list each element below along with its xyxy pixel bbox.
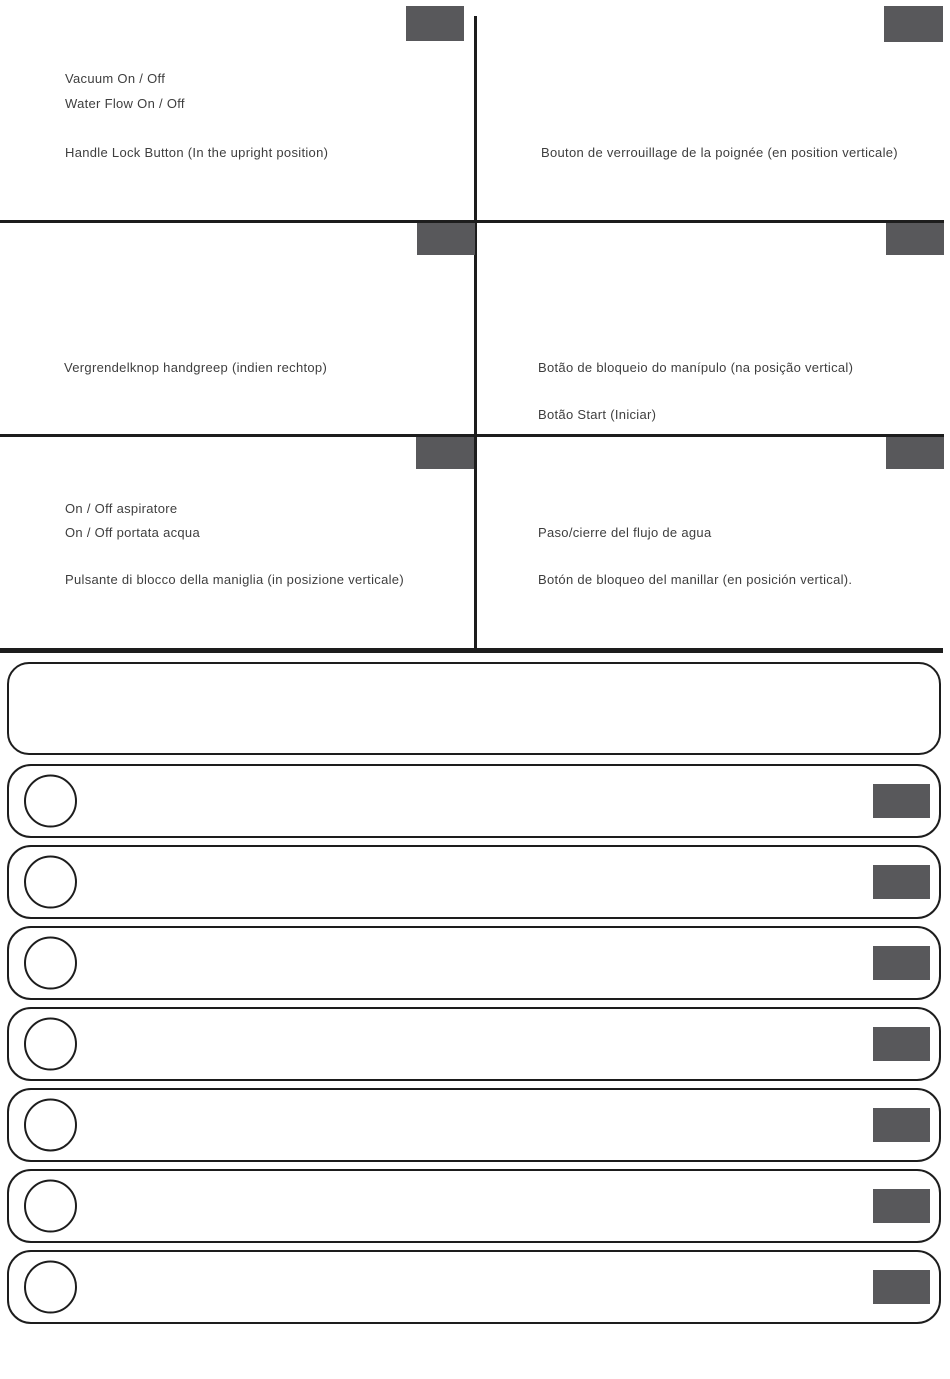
label-italian-handle-lock: Pulsante di blocco della maniglia (in posizione verticale) — [65, 572, 404, 587]
label-spanish-handle-lock: Botón de bloqueo del manillar (en posición vertical). — [538, 572, 853, 587]
label-english-vacuum: Vacuum On / Off — [65, 71, 166, 86]
step-number-circle — [24, 1180, 77, 1233]
image-placeholder — [873, 1027, 930, 1061]
step-row — [7, 1169, 941, 1243]
vertical-divider — [474, 16, 477, 652]
image-placeholder-dutch — [417, 223, 475, 255]
label-english-water-flow: Water Flow On / Off — [65, 96, 185, 111]
step-number-circle — [24, 1099, 77, 1152]
horizontal-divider-3 — [0, 648, 943, 653]
label-portuguese-handle-lock: Botão de bloqueio do manípulo (na posição vertical) — [538, 360, 854, 375]
image-placeholder — [873, 946, 930, 980]
step-number-circle — [24, 1261, 77, 1314]
label-spanish-water-flow: Paso/cierre del flujo de agua — [538, 525, 712, 540]
image-placeholder-french — [884, 6, 943, 42]
label-french-handle-lock: Bouton de verrouillage de la poignée (en position verticale) — [541, 145, 898, 160]
step-number-circle — [24, 856, 77, 909]
step-row-blank — [7, 662, 941, 755]
step-row — [7, 1088, 941, 1162]
image-placeholder-italian — [416, 437, 474, 469]
step-row — [7, 764, 941, 838]
step-number-circle — [24, 1018, 77, 1071]
step-row — [7, 1007, 941, 1081]
label-english-handle-lock: Handle Lock Button (In the upright position) — [65, 145, 329, 160]
step-row — [7, 845, 941, 919]
step-row — [7, 1250, 941, 1324]
image-placeholder — [873, 1189, 930, 1223]
step-number-circle — [24, 937, 77, 990]
image-placeholder-english — [406, 6, 464, 41]
image-placeholder — [873, 784, 930, 818]
image-placeholder — [873, 1108, 930, 1142]
label-italian-water-flow: On / Off portata acqua — [65, 525, 200, 540]
image-placeholder-portuguese — [886, 223, 944, 255]
step-number-circle — [24, 775, 77, 828]
image-placeholder — [873, 865, 930, 899]
step-row — [7, 926, 941, 1000]
image-placeholder — [873, 1270, 930, 1304]
label-dutch-handle-lock: Vergrendelknop handgreep (indien rechtop) — [64, 360, 328, 375]
label-portuguese-start-button: Botão Start (Iniciar) — [538, 407, 657, 422]
image-placeholder-spanish — [886, 437, 944, 469]
label-italian-vacuum: On / Off aspiratore — [65, 501, 178, 516]
